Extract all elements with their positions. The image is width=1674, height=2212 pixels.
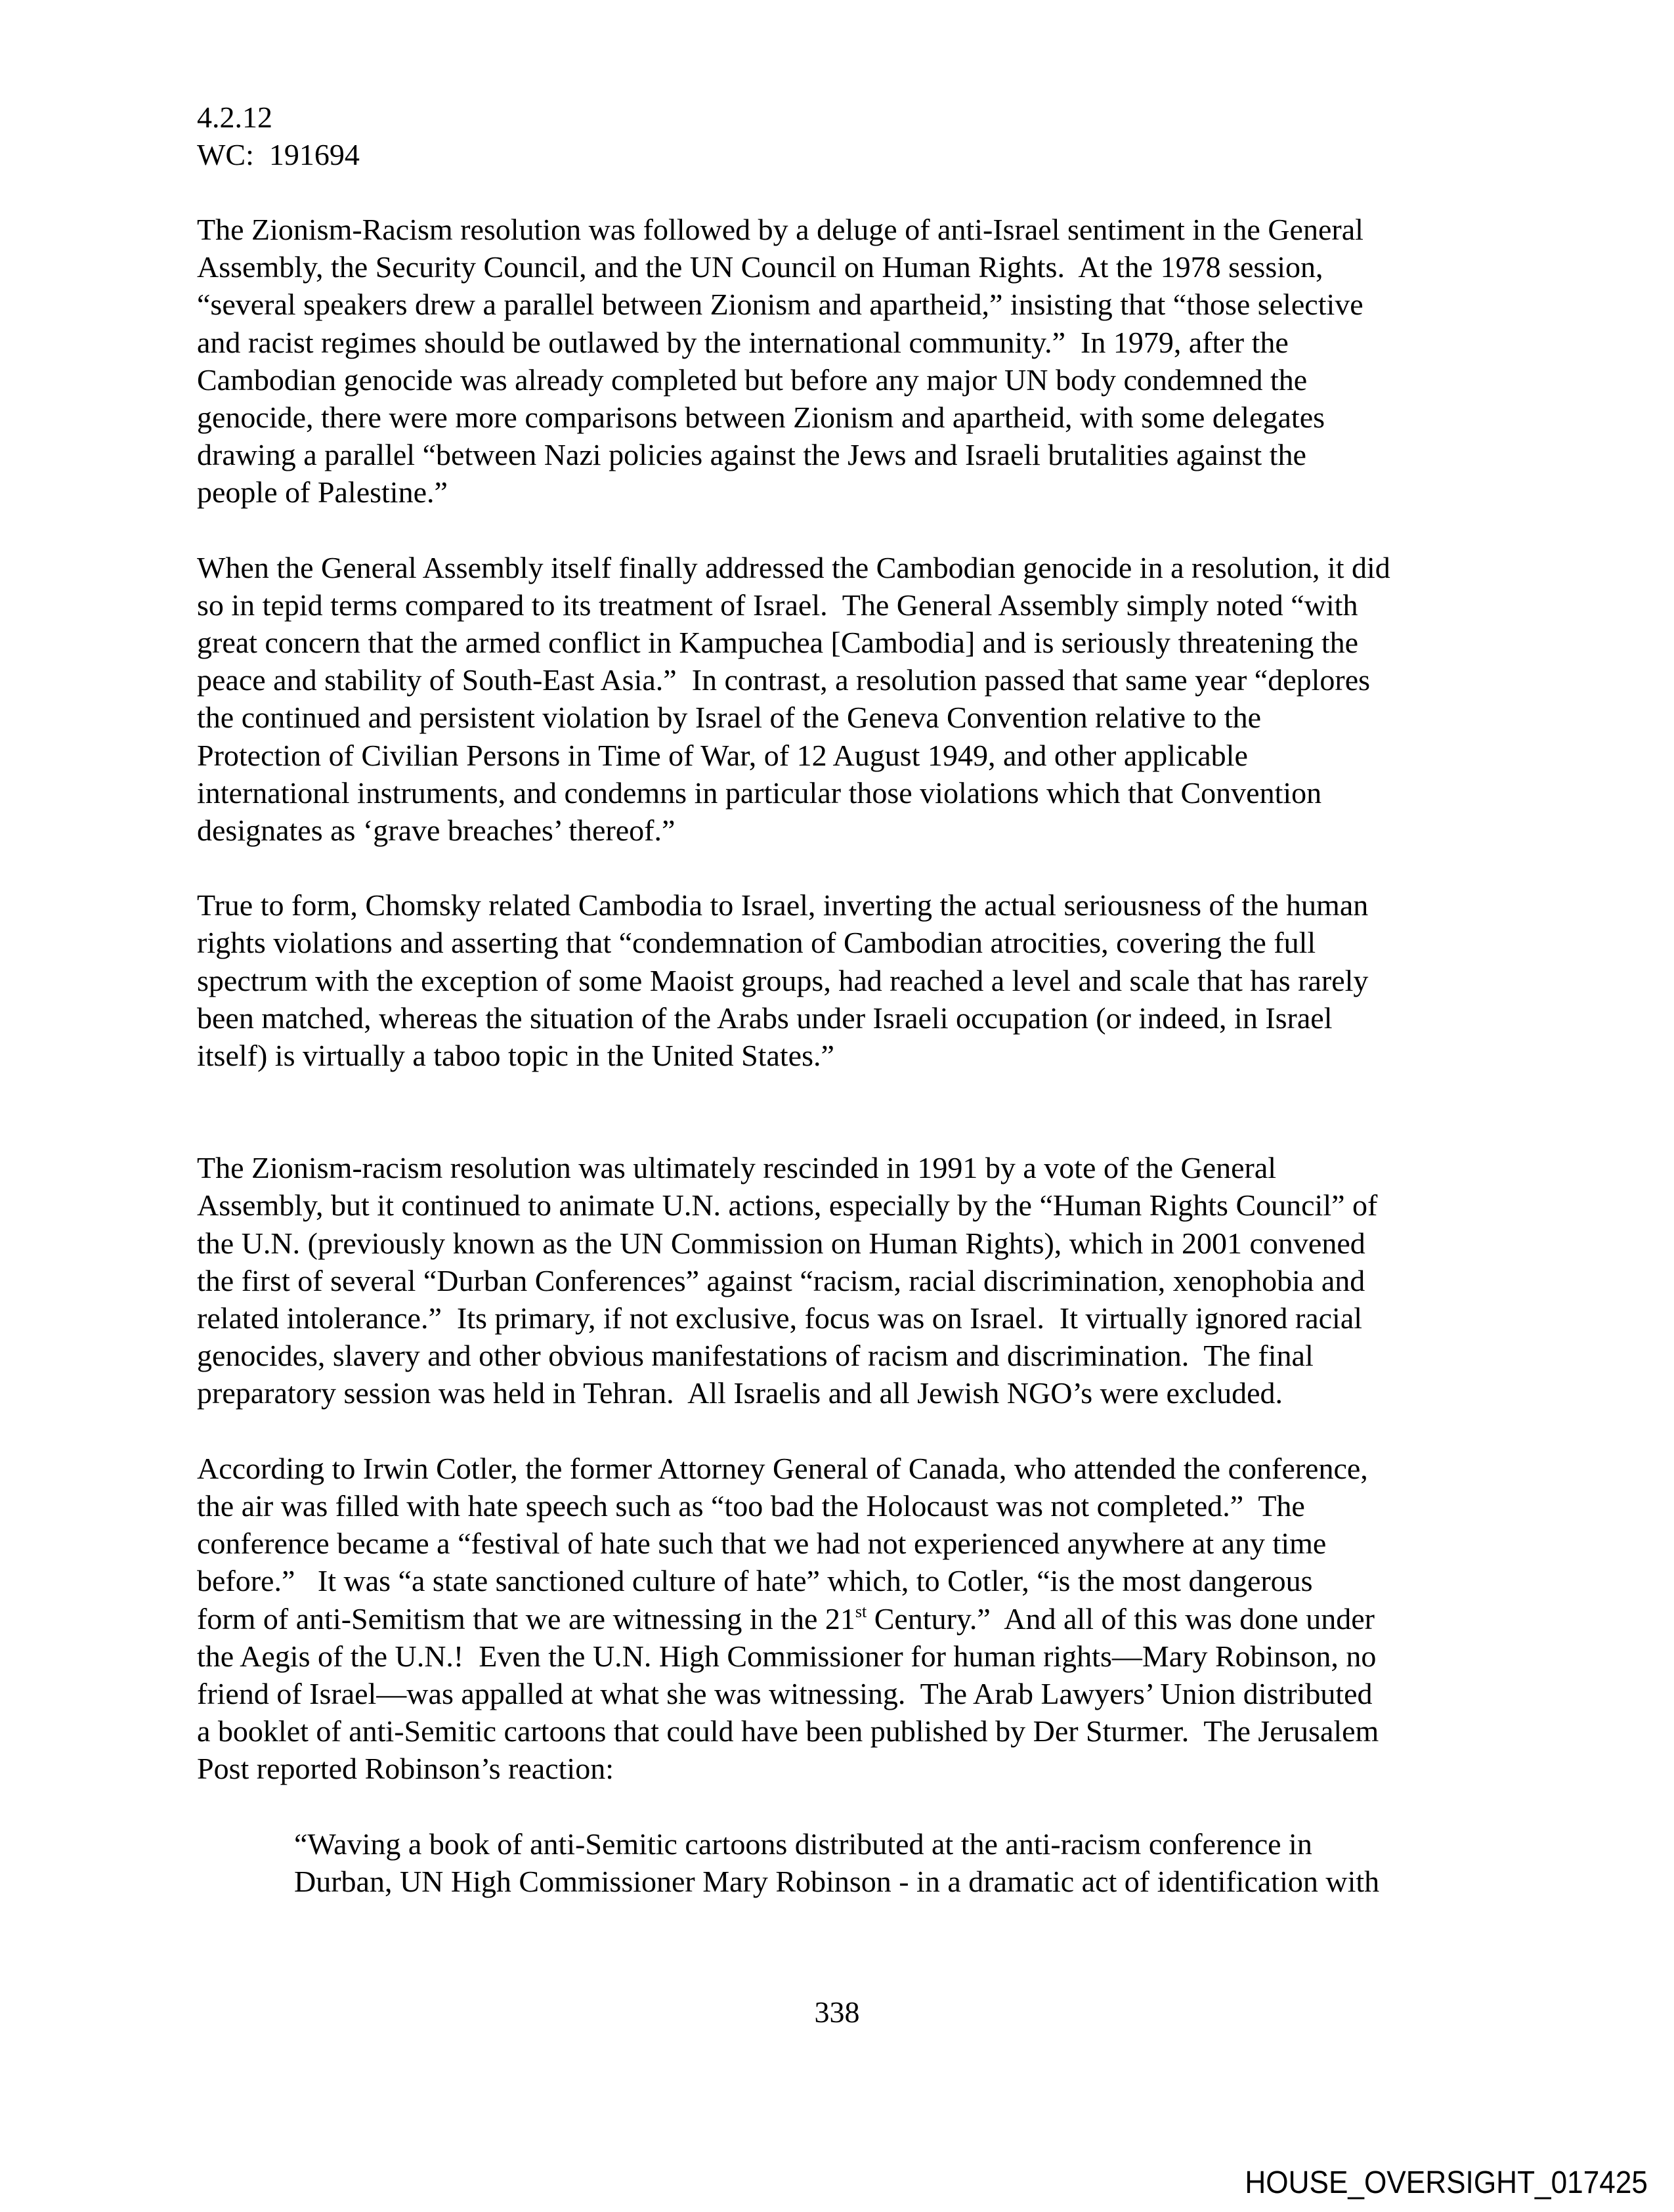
text-line: international instruments, and condemns in particular those violations which that Convention — [197, 775, 1322, 810]
text-fragment: form of anti-Semitism that we are witnessing in the 21 — [197, 1601, 855, 1636]
document-page — [197, 98, 1510, 1900]
paragraph-zionism-racism-resolution — [197, 211, 1510, 511]
header-date: 4.2.12 — [197, 100, 272, 134]
text-line: True to form, Chomsky related Cambodia to Israel, inverting the actual seriousness of the human — [197, 888, 1369, 922]
text-line: the U.N. (previously known as the UN Commission on Human Rights), which in 2001 convened — [197, 1226, 1365, 1260]
bates-stamp: HOUSE_OVERSIGHT_017425 — [1245, 2165, 1648, 2200]
text-line: and racist regimes should be outlawed by the international community.” In 1979, after the — [197, 325, 1289, 359]
text-line: the continued and persistent violation by Israel of the Geneva Convention relative to the — [197, 701, 1262, 735]
header-word-count — [197, 136, 1510, 173]
text-line: related intolerance.” Its primary, if not exclusive, focus was on Israel. It virtually ignored racial — [197, 1301, 1363, 1335]
text-line: before.” It was “a state sanctioned culture of hate” which, to Cotler, “is the most dangerous — [197, 1564, 1313, 1598]
text-line: Durban, UN High Commissioner Mary Robinson - in a dramatic act of identification with — [294, 1864, 1380, 1898]
text-line: peace and stability of South-East Asia.” In contrast, a resolution passed that same year “deplores — [197, 663, 1371, 697]
page-number: 338 — [814, 1995, 860, 2029]
text-line: been matched, whereas the situation of the Arabs under Israeli occupation (or indeed, in Israel — [197, 1001, 1333, 1035]
text-line: “several speakers drew a parallel between Zionism and apartheid,” insisting that “those selective — [197, 288, 1363, 322]
paragraph-irwin-cotler — [197, 1450, 1510, 1788]
text-line: The Zionism-Racism resolution was followed by a deluge of anti-Israel sentiment in the General — [197, 213, 1363, 246]
spacer — [197, 1412, 1510, 1450]
text-fragment: Century.” And all of this was done under — [867, 1601, 1375, 1636]
text-line: Assembly, the Security Council, and the UN Council on Human Rights. At the 1978 session, — [197, 250, 1323, 284]
text-line: genocides, slavery and other obvious manifestations of racism and discrimination. The final — [197, 1339, 1314, 1373]
word-count-value: 191694 — [268, 138, 360, 171]
text-line: genocide, there were more comparisons between Zionism and apartheid, with some delegates — [197, 401, 1325, 435]
paragraph-resolution-rescinded — [197, 1149, 1510, 1412]
text-line: the first of several “Durban Conferences” against “racism, racial discrimination, xenophobia and — [197, 1263, 1365, 1297]
text-line: drawing a parallel “between Nazi policies against the Jews and Israeli brutalities against the — [197, 438, 1306, 472]
text-line: Assembly, but it continued to animate U.N. actions, especially by the “Human Rights Council” of — [197, 1188, 1378, 1223]
text-line: Cambodian genocide was already completed but before any major UN body condemned the — [197, 362, 1308, 397]
text-line: Post reported Robinson’s reaction: — [197, 1752, 614, 1786]
text-line: itself) is virtually a taboo topic in the United States.” — [197, 1039, 834, 1073]
spacer — [197, 511, 1510, 549]
text-line: rights violations and asserting that “condemnation of Cambodian atrocities, covering the full — [197, 926, 1316, 960]
text-line: the Aegis of the U.N.! Even the U.N. High Commissioner for human rights—Mary Robinson, no — [197, 1639, 1377, 1673]
text-line: people of Palestine.” — [197, 475, 448, 510]
text-line: so in tepid terms compared to its treatment of Israel. The General Assembly simply noted “with — [197, 588, 1358, 622]
paragraph-chomsky — [197, 886, 1510, 1074]
text-line: According to Irwin Cotler, the former Attorney General of Canada, who attended the conference, — [197, 1451, 1368, 1485]
text-line: conference became a “festival of hate such that we had not experienced anywhere at any time — [197, 1527, 1327, 1561]
spacer — [197, 849, 1510, 886]
block-quote-jerusalem-post — [197, 1825, 1510, 1900]
text-line: a booklet of anti-Semitic cartoons that could have been published by Der Sturmer. The Jerusalem — [197, 1714, 1379, 1748]
text-line: spectrum with the exception of some Maoist groups, had reached a level and scale that has rarely — [197, 963, 1369, 997]
document-header — [197, 98, 1510, 173]
spacer — [197, 1074, 1510, 1149]
text-line: friend of Israel—was appalled at what she was witnessing. The Arab Lawyers’ Union distributed — [197, 1676, 1373, 1710]
text-line: Protection of Civilian Persons in Time of War, of 12 August 1949, and other applicable — [197, 738, 1248, 772]
text-line: designates as ‘grave breaches’ thereof.” — [197, 813, 676, 848]
paragraph-general-assembly-cambodia — [197, 549, 1510, 850]
spacer — [197, 1788, 1510, 1825]
text-line: preparatory session was held in Tehran. All Israelis and all Jewish NGO’s were excluded. — [197, 1376, 1283, 1410]
text-line: When the General Assembly itself finally addressed the Cambodian genocide in a resolution, it did — [197, 550, 1390, 584]
text-line: The Zionism-racism resolution was ultimately rescinded in 1991 by a vote of the General — [197, 1151, 1277, 1185]
text-line: the air was filled with hate speech such as “too bad the Holocaust was not completed.” The — [197, 1488, 1305, 1523]
word-count-label: WC: — [197, 138, 254, 171]
spacer — [197, 173, 1510, 211]
text-line-with-superscript — [197, 1600, 1510, 1637]
ordinal-superscript: st — [855, 1601, 867, 1621]
text-line: “Waving a book of anti-Semitic cartoons distributed at the anti-racism conference in — [294, 1827, 1312, 1861]
text-line: great concern that the armed conflict in Kampuchea [Cambodia] and is seriously threatening the — [197, 626, 1359, 660]
